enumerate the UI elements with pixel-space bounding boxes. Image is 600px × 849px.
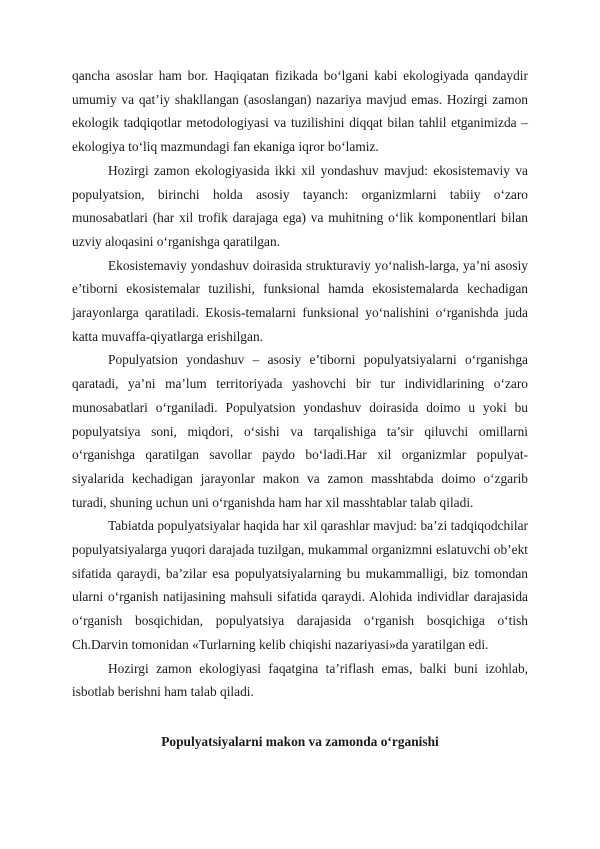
paragraph-2: Hozirgi zamon ekologiyasida ikki xil yondashuv mavjud: ekosistemaviy va populyatsion, birinchi holda asosiy tayanch: organizmlarni tabiiy o‘zaro munosabatlari (har xil trofik darajaga ega) va muhitning o‘lik komponentlari bilan uzviy aloqasini o‘rganishga qaratilgan. [72,162,528,249]
paragraph-6: Hozirgi zamon ekologiyasi faqatgina ta’riflash emas, balki buni izohlab, isbotlab berishni ham talab qiladi. [72,660,528,700]
paragraph-1: qancha asoslar ham bor. Haqiqatan fizikada bo‘lgani kabi ekologiyada qandaydir umumiy va qat’iy shakllangan (asoslangan) nazariya mavjud emas. Hozirgi zamon ekologik tadqiqotlar metodologiyasi va tuzilishini diqqat bilan tahlil etganimizda – ekologiya to‘liq mazmundagi fan ekaniga iqror bo‘lamiz. [72,68,528,155]
section-heading: Populyatsiyalarni makon va zamonda o‘rganishi [161,733,439,749]
paragraph-5: Tabiatda populyatsiyalar haqida har xil qarashlar mavjud: ba’zi tadqiqodchilar populyatsiyalarga yuqori darajada tuzilgan, mukammal organizmni eslatuvchi ob’ekt sifatida qaraydi, ba’zilar esa populyatsiyalarning bu mukammalligi, biz tomondan ularni o‘rganish natijasining mahsuli sifatida qaraydi. Alohida individlar darajasida o‘rganish bosqichidan, populyatsiya darajasida o‘rganish bosqichiga o‘tish Ch.Darvin tomonidan «Turlarning kelib chiqishi nazariyasi»da yaratilgan edi. [72,518,528,652]
paragraph-3: Ekosistemaviy yondashuv doirasida strukturaviy yo‘nalish-larga, ya’ni asosiy e’tiborni ekosistemalar tuzilishi, funksional hamda ekosistemalarda kechadigan jarayonlarga qaratiladi. Ekosis-temalarni funksional yo‘nalishini o‘rganishda juda katta muvaffa-qiyatlarga erishilgan. [72,257,528,344]
paragraph-4: Populyatsion yondashuv – asosiy e’tiborni populyatsiyalarni o‘rganishga qaratadi, ya’ni ma’lum territoriyada yashovchi bir tur individlarining o‘zaro munosabatlari o‘rganiladi. Populyatsion yondashuv doirasida doimo u yoki bu populyatsiya soni, miqdori, o‘sishi va tarqalishiga ta’sir qiluvchi omillarni o‘rganishga qaratilgan savollar paydo bo‘ladi.Har xil organizmlar populyat-siyalarida kechadigan jarayonlar makon va zamon masshtabda doimo o‘zgarib turadi, shuning uchun uni o‘rganishda ham har xil masshtablar talab qiladi. [72,352,528,510]
